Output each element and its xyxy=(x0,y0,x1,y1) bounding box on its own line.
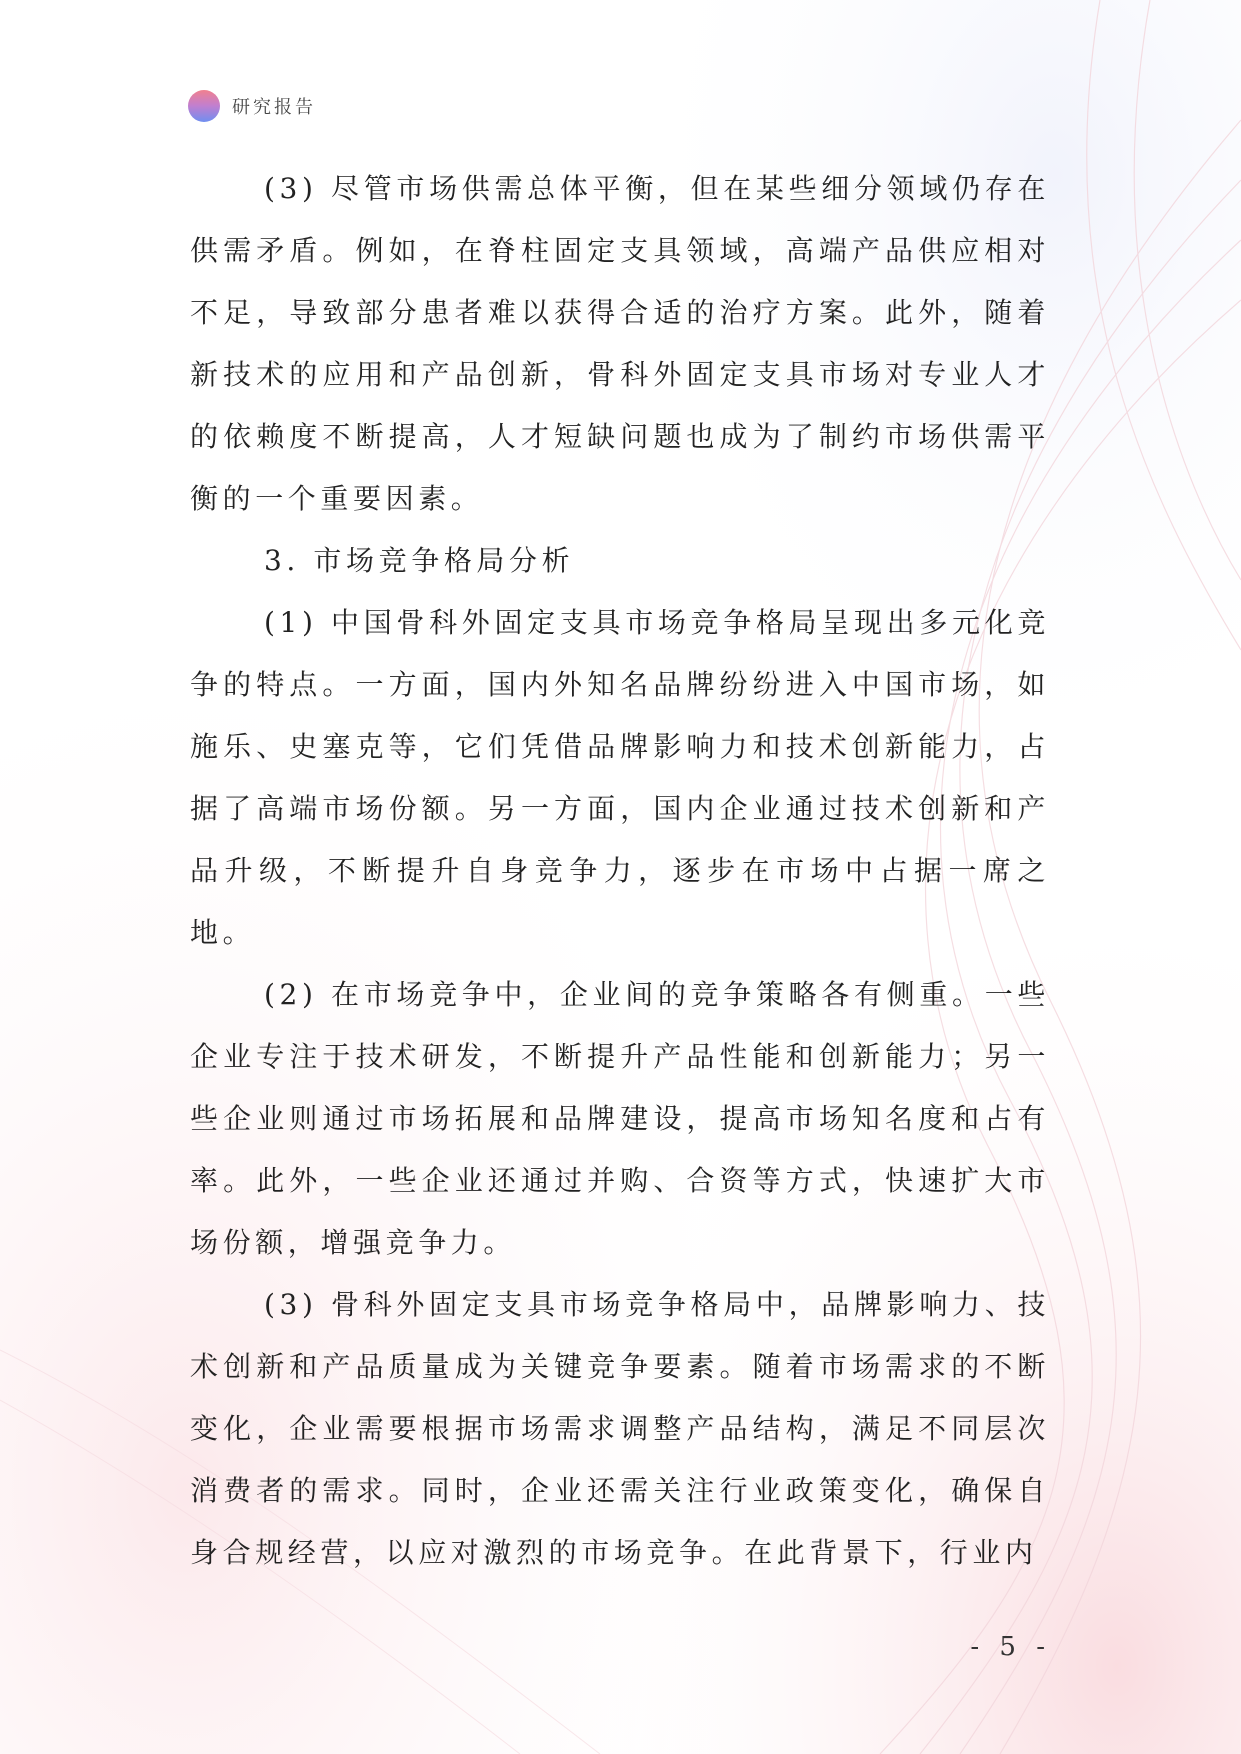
main-content xyxy=(190,158,1050,1584)
paragraph-competition-1: (1) 中国骨科外固定支具市场竞争格局呈现出多元化竞争的特点。一方面，国内外知名品牌纷纷进入中国市场，如施乐、史塞克等，它们凭借品牌影响力和技术创新能力，占据了高端市场份额。另一方面，国内企业通过技术创新和产品升级，不断提升自身竞争力，逐步在市场中占据一席之地。 xyxy=(190,606,1050,949)
paragraph-supply-demand-3: (3) 尽管市场供需总体平衡，但在某些细分领域仍存在供需矛盾。例如，在脊柱固定支具领域，高端产品供应相对不足，导致部分患者难以获得合适的治疗方案。此外，随着新技术的应用和产品创新，骨科外固定支具市场对专业人才的依赖度不断提高，人才短缺问题也成为了制约市场供需平衡的一个重要因素。 xyxy=(190,172,1050,515)
logo-circle-icon xyxy=(188,90,220,122)
header-title: 研究报告 xyxy=(232,97,316,118)
page-number: - 5 - xyxy=(970,1632,1051,1662)
paragraph-competition-3: (3) 骨科外固定支具市场竞争格局中，品牌影响力、技术创新和产品质量成为关键竞争要素。随着市场需求的不断变化，企业需要根据市场需求调整产品结构，满足不同层次消费者的需求。同时，企业还需关注行业政策变化，确保自身合规经营，以应对激烈的市场竞争。在此背景下，行业内 xyxy=(190,1288,1050,1569)
paragraph-competition-2: (2) 在市场竞争中，企业间的竞争策略各有侧重。一些企业专注于技术研发，不断提升产品性能和创新能力；另一些企业则通过市场拓展和品牌建设，提高市场知名度和占有率。此外，一些企业还通过并购、合资等方式，快速扩大市场份额，增强竞争力。 xyxy=(190,978,1050,1259)
report-header xyxy=(188,90,316,122)
section-heading-competition: 3. 市场竞争格局分析 xyxy=(264,544,575,577)
